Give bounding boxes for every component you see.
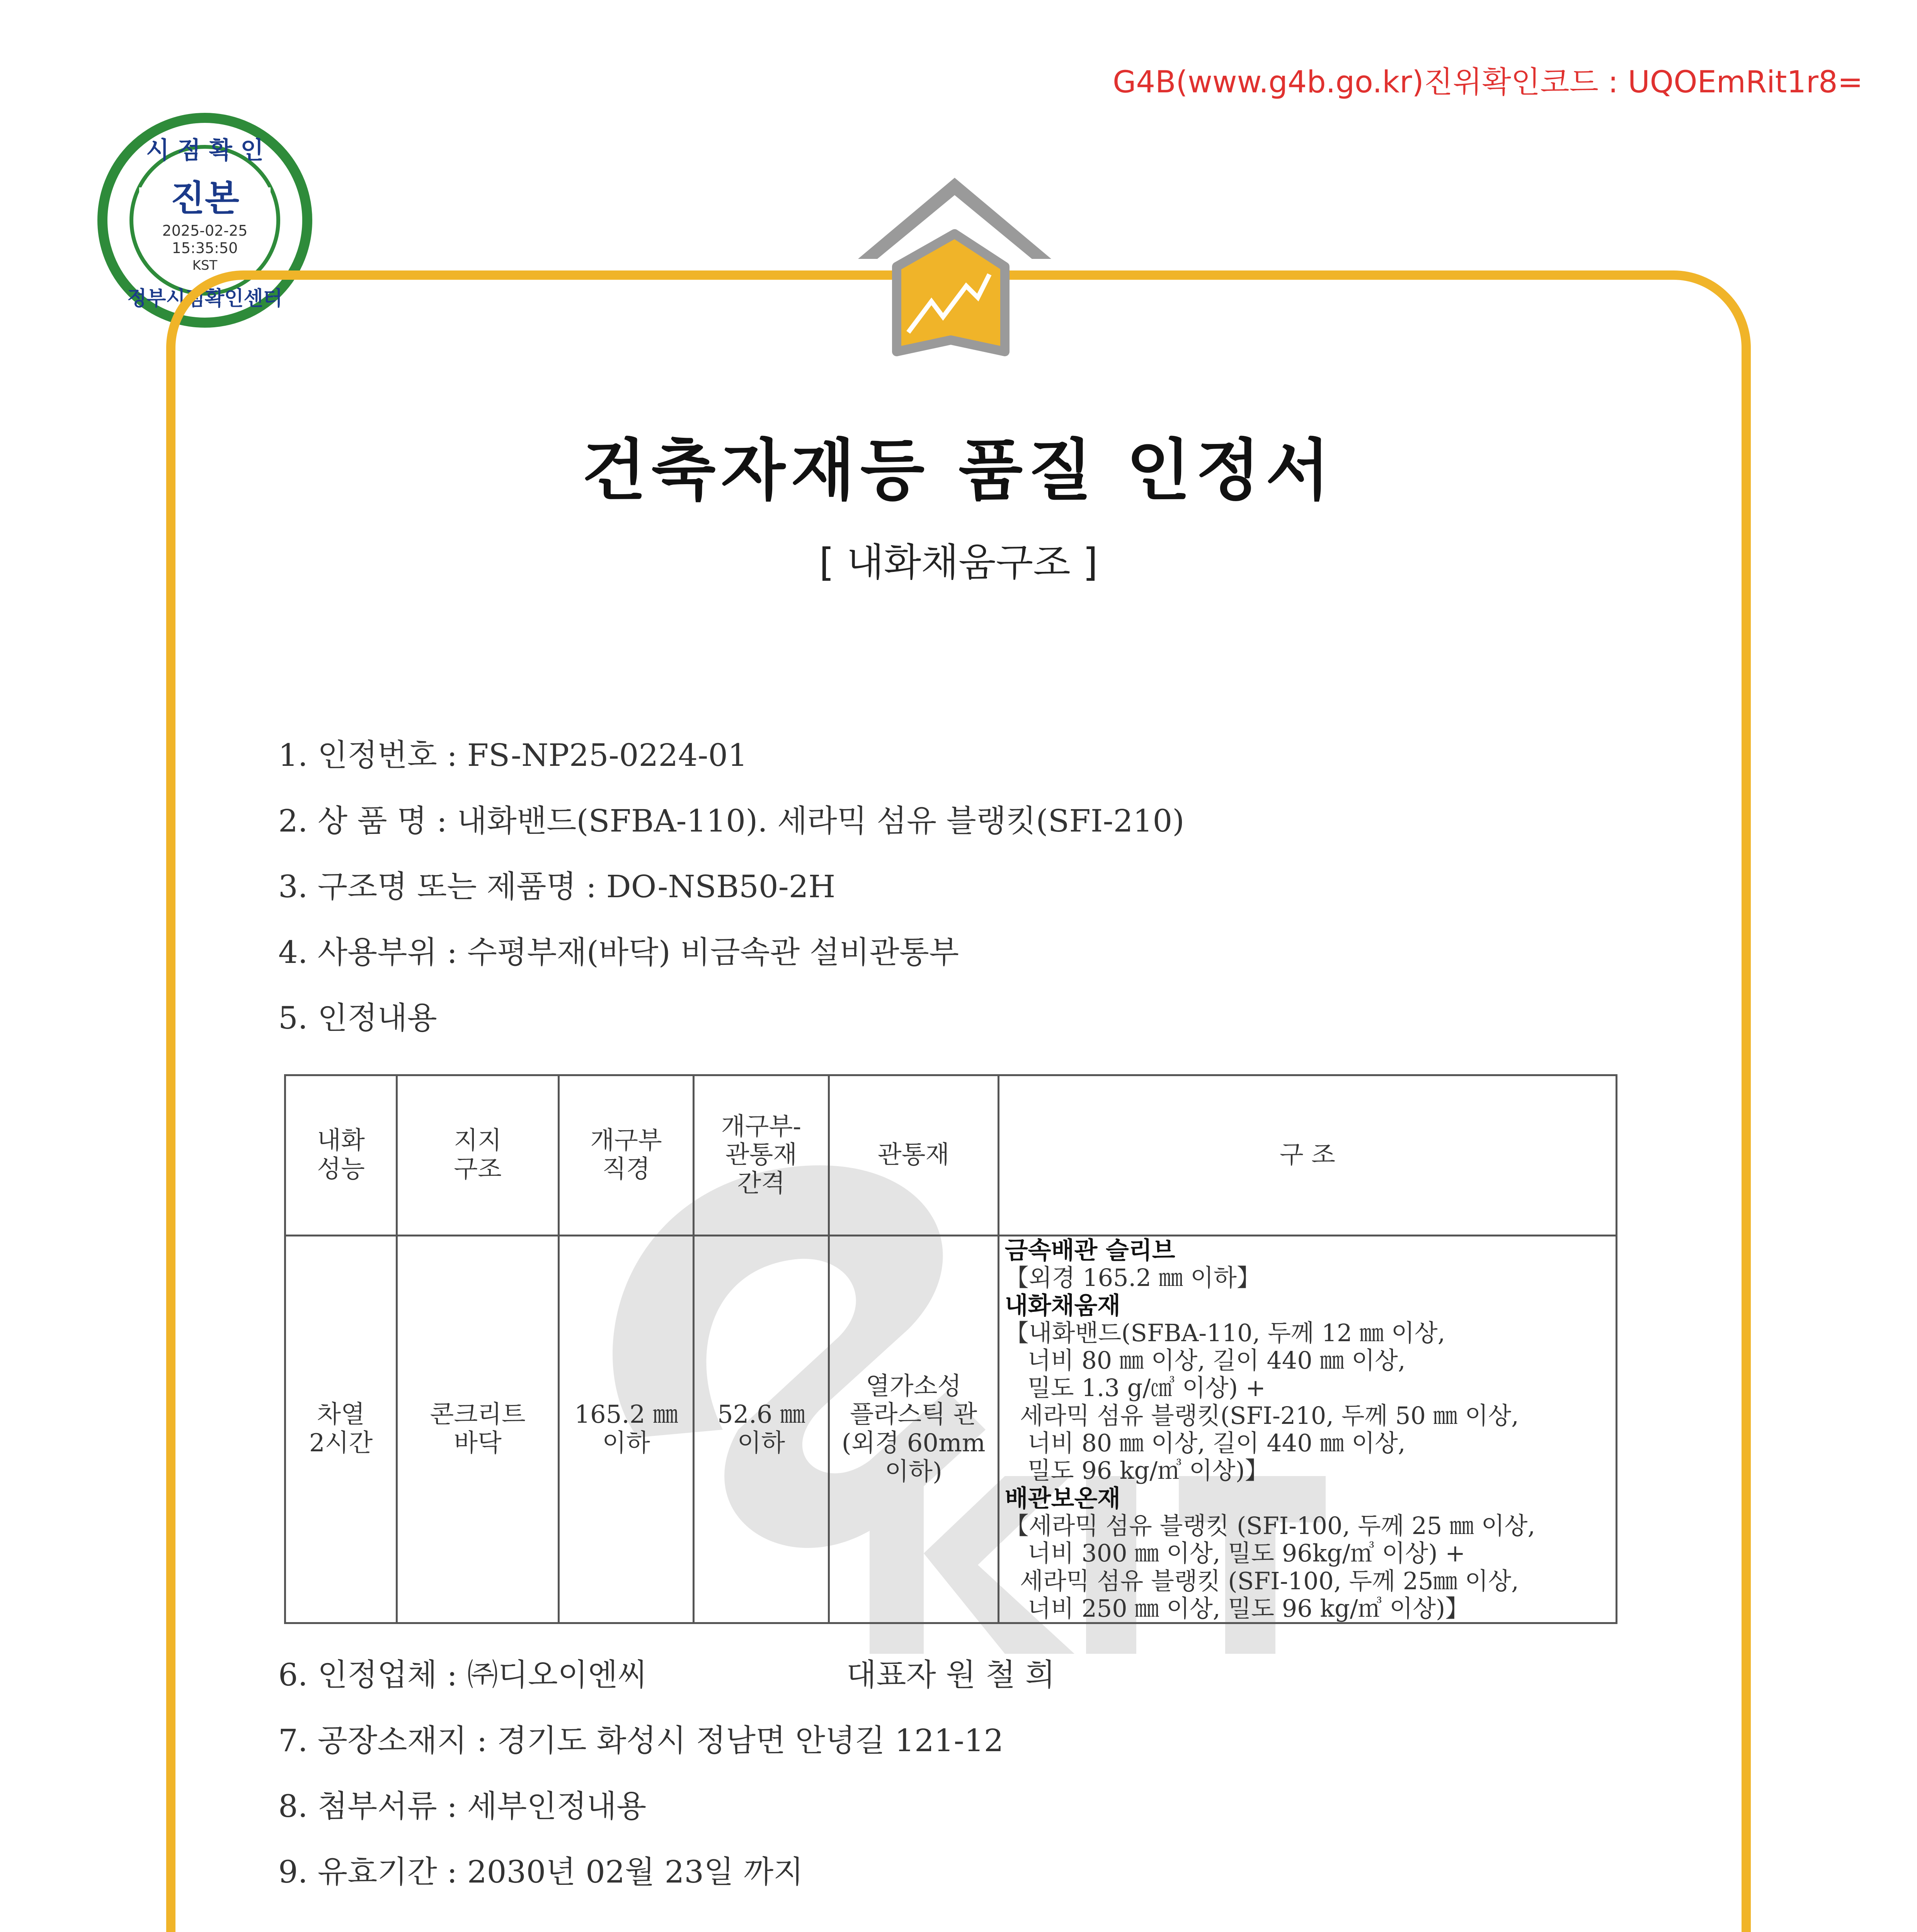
header-gap: 개구부- 관통재 간격	[694, 1075, 829, 1236]
stamp-timezone: KST	[192, 258, 218, 273]
item-product-name: 2. 상 품 명 : 내화밴드(SFBA-110). 세라믹 섬유 블랭킷(SFI-210)	[278, 803, 1185, 839]
stamp-center-text: 진본	[170, 178, 239, 219]
item-attachments: 8. 첨부서류 : 세부인정내용	[278, 1788, 647, 1824]
cell-support-structure: 콘크리트 바닥	[397, 1236, 559, 1623]
structure-line: 【세라믹 섬유 블랭킷 (SFI-100, 두께 25 ㎜ 이상,	[1004, 1511, 1536, 1540]
certification-table	[284, 1074, 1617, 1624]
item-representative: 대표자 원 철 희	[846, 1657, 1055, 1693]
house-logo-icon	[850, 170, 1059, 371]
cell-penetrant: 열가소성 플라스틱 관 (외경 60mm 이하)	[829, 1236, 998, 1623]
item-certification-number: 1. 인정번호 : FS-NP25-0224-01	[278, 737, 748, 773]
item-usage-area: 4. 사용부위 : 수평부재(바닥) 비금속관 설비관통부	[278, 934, 959, 970]
header-structure: 구 조	[998, 1075, 1616, 1236]
header-opening-diameter: 개구부 직경	[558, 1075, 693, 1236]
table-row	[285, 1236, 1617, 1623]
table-header-row	[285, 1075, 1617, 1236]
stamp-date: 2025-02-25	[162, 222, 248, 239]
item-certification-content: 5. 인정내용	[278, 1000, 437, 1036]
structure-heading-insulation: 배관보온재	[1004, 1484, 1121, 1512]
structure-line: 밀도 1.3 g/㎤ 이상) +	[1004, 1374, 1266, 1402]
structure-line: 세라믹 섬유 블랭킷 (SFI-100, 두께 25㎜ 이상,	[1004, 1566, 1519, 1595]
item-structure-name: 3. 구조명 또는 제품명 : DO-NSB50-2H	[278, 869, 836, 905]
structure-heading-sleeve: 금속배관 슬리브	[1004, 1236, 1175, 1264]
stamp-top-text: 시 점 확 인	[146, 136, 264, 164]
verification-code: G4B(www.g4b.go.kr)진위확인코드 : UQOEmRit1r8=	[1112, 65, 1863, 100]
item-validity-period: 9. 유효기간 : 2030년 02월 23일 까지	[278, 1854, 804, 1890]
structure-line: 세라믹 섬유 블랭킷(SFI-210, 두께 50 ㎜ 이상,	[1004, 1401, 1519, 1430]
structure-line: 너비 80 ㎜ 이상, 길이 440 ㎜ 이상,	[1004, 1346, 1406, 1375]
cell-opening-diameter: 165.2 ㎜ 이하	[558, 1236, 693, 1623]
header-fire-performance: 내화 성능	[285, 1075, 397, 1236]
header-penetrant: 관통재	[829, 1075, 998, 1236]
cell-fire-performance: 차열 2시간	[285, 1236, 397, 1623]
item-factory-location: 7. 공장소재지 : 경기도 화성시 정남면 안녕길 121-12	[278, 1723, 1004, 1759]
structure-line: 너비 250 ㎜ 이상, 밀도 96 kg/㎥ 이상)】	[1004, 1594, 1469, 1622]
header-support-structure: 지지 구조	[397, 1075, 559, 1236]
structure-line: 밀도 96 kg/㎥ 이상)】	[1004, 1456, 1269, 1485]
cell-structure	[998, 1236, 1616, 1623]
cell-gap: 52.6 ㎜ 이하	[694, 1236, 829, 1623]
item-company: 6. 인정업체 : ㈜디오이엔씨	[278, 1657, 648, 1693]
stamp-bottom-text: 정부시점확인센터	[127, 287, 283, 310]
structure-line: 【내화밴드(SFBA-110, 두께 12 ㎜ 이상,	[1004, 1318, 1445, 1347]
structure-line: 너비 80 ㎜ 이상, 길이 440 ㎜ 이상,	[1004, 1429, 1406, 1458]
structure-heading-firestop: 내화채움재	[1004, 1291, 1121, 1320]
certificate-title: 건축자재등 품질 인정서	[582, 432, 1335, 509]
structure-line: 【외경 165.2 ㎜ 이하】	[1004, 1264, 1261, 1292]
stamp-time: 15:35:50	[172, 240, 238, 257]
certificate-subtitle: [ 내화채움구조 ]	[819, 540, 1098, 585]
structure-line: 너비 300 ㎜ 이상, 밀도 96kg/㎥ 이상) +	[1004, 1539, 1466, 1568]
